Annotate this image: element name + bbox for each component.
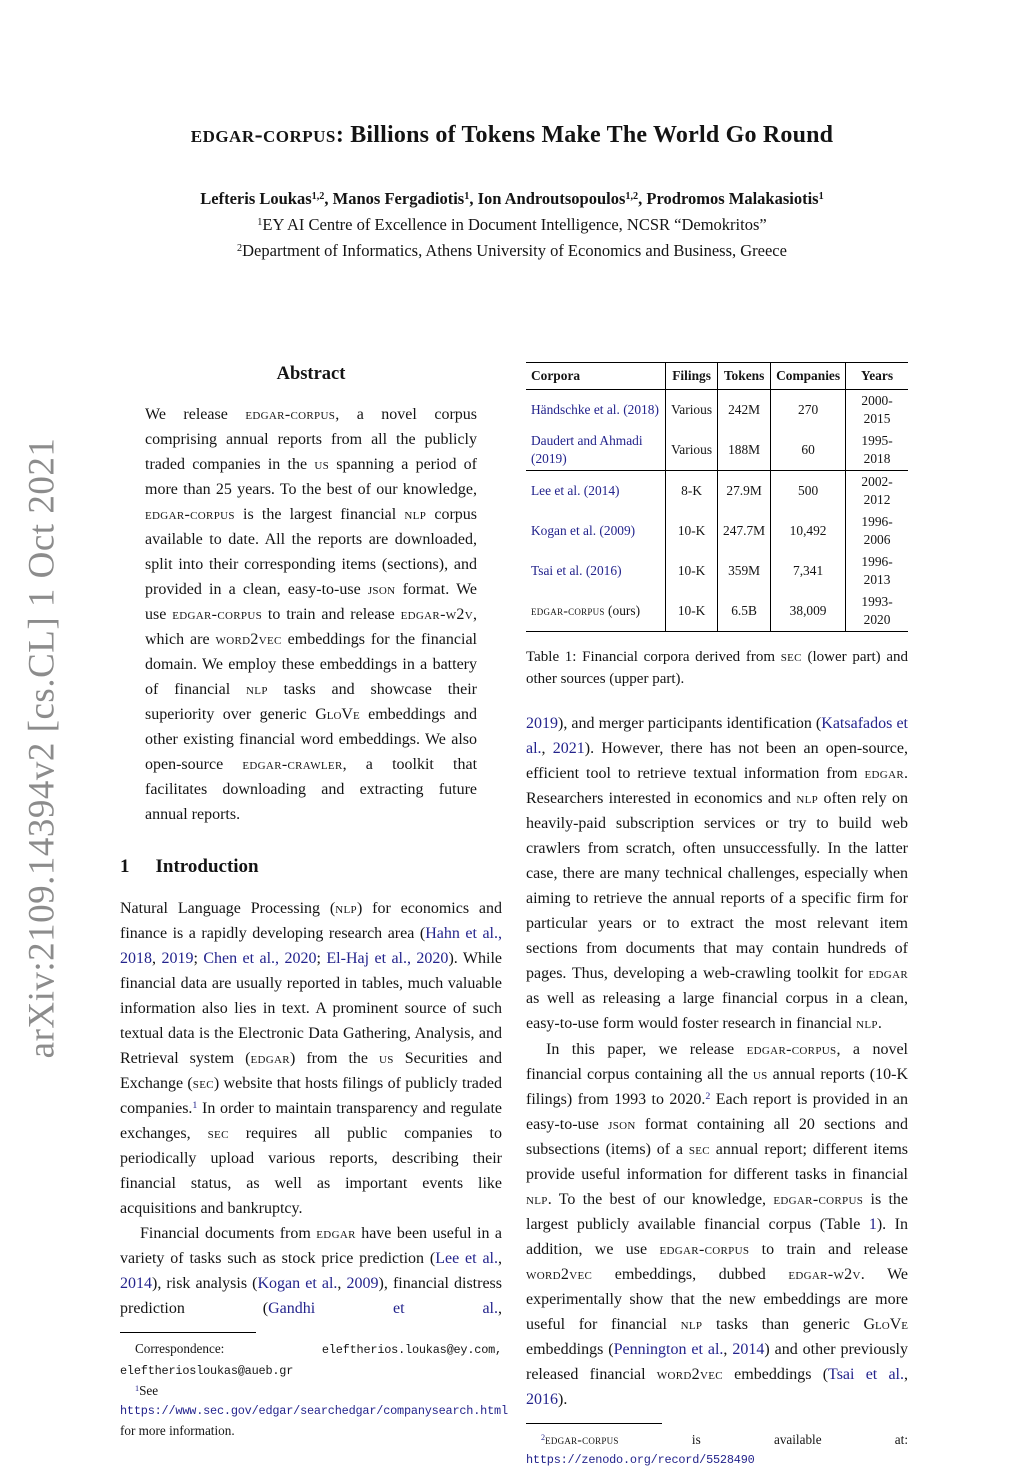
text-run: nlp [796,790,819,807]
text-run: Securities and Exchange ( [120,1050,502,1092]
text-run: format. We use [145,581,478,623]
text-run: , [723,1341,733,1358]
text-run: Natural Language Processing ( [120,900,336,917]
text-run: : Billions of Tokens Make The World Go Round [335,122,834,148]
table-cell: 188M [718,430,771,471]
intro-paragraph-1 [120,896,502,1221]
text-run: corpus available to date. All the reports are downloaded, split into their corresponding items (sections), and provided in a clean, easy-to-use [145,506,478,598]
text-run: sec [780,649,802,665]
text-run: ) website that hosts filings of publicly traded companies. [120,1075,502,1117]
text-run: nlp [404,506,427,523]
citation-link[interactable]: 1 [868,1216,877,1233]
text-run: , [904,1366,908,1383]
text-run: to train and release [749,1241,908,1258]
text-run: ). While financial data are usually reported in tables, much valuable information also lies in text. A prominent source of such textual data is the Electronic Data Gathering, Analysis, and Retrieval system ( [120,950,503,1067]
text-run: , a novel corpus comprising annual reports from all the publicly traded companies in the [145,406,477,473]
text-run: edgar-corpus [773,1191,864,1208]
text-run: Lefteris Loukas [200,189,312,208]
text-run: ) from the [289,1050,380,1067]
footnote-1 [120,1381,508,1440]
text-run: Correspondence: [135,1341,322,1356]
table-cell: 7,341 [771,551,846,591]
author-line [0,189,1024,209]
citation-link[interactable]: Lee et al. [435,1250,498,1267]
citation-link[interactable]: Chen et al., 2020 [203,950,317,967]
left-column [120,358,508,1440]
text-run: edgar-w2v [788,1266,861,1283]
text-run: ). [558,1391,568,1408]
text-run: as well as releasing a large financial corpus in a clean, easy-to-use form would foster research in financial [526,990,908,1032]
text-run: nlp [335,900,357,917]
text-run: nlp [856,1015,878,1032]
citation-link[interactable]: Daudert and Ahmadi (2019) [531,433,643,466]
text-run: Department of Informatics, Athens University of Economics and Business, Greece [242,241,787,260]
text-run: , Manos Fergadiotis [324,189,465,208]
table-header-cell: Companies [771,363,846,390]
table-header-cell: Filings [666,363,718,390]
table-cell: 10-K [666,511,718,551]
footnote-marker[interactable]: 2 [705,1091,711,1103]
text-run: 1,2 [625,190,639,202]
right-footnotes [526,1430,908,1470]
table-row [526,430,908,471]
table-cell: 270 [771,390,846,431]
table-cell: Various [666,390,718,431]
text-run: , [498,1250,502,1267]
text-run: GloVe [315,706,360,723]
text-run: embeddings and other existing financial word embeddings. We also open-source [145,706,478,773]
text-run: . We experimentally show that the new embeddings are more useful for financial [526,1266,908,1333]
citation-link[interactable]: Händschke et al. (2018) [531,402,659,417]
table-cell: 2000-2015 [846,390,908,431]
text-run: ), and merger participants identification ( [558,715,822,732]
table-1-head [526,363,908,390]
text-run: , a novel financial corpus containing all the [526,1041,908,1083]
text-run: edgar-crawler [242,756,343,773]
table-cell: 6.5B [718,591,771,632]
text-run: sec [688,1141,710,1158]
citation-link[interactable]: 2009 [346,1275,379,1292]
text-run: ). However, there has not been an open-source, efficient tool to retrieve textual information from [526,740,908,782]
text-run: ) and other previously released financial [526,1341,908,1383]
text-run: . Researchers interested in economics and [526,765,908,807]
text-run: embeddings for the financial domain. We employ these embeddings in a battery of financial [145,631,477,698]
table-row [526,551,908,591]
text-run: edgar-corpus [190,122,336,148]
table-cell: Various [666,430,718,471]
affiliation-1 [0,212,1024,238]
table-row [526,471,908,512]
text-run: 1 [257,216,263,228]
citation-link[interactable]: 2019 [526,715,558,732]
table-cell: 1996-2006 [846,511,908,551]
text-run: often rely on heavily-paid subscription services or try to build web crawlers from scratch, often unsuccessfully. In the latter case, there are many technical challenges, especially when aiming to retrieve the annual reports of a specific firm for particular years or to extract the most relevant item sections from documents that may contain hundreds of pages. Thus, developing a web-crawling toolkit for [526,790,909,982]
citation-link[interactable]: Tsai et al. (2016) [531,563,622,578]
table-cell: 10-K [666,551,718,591]
citation-link[interactable]: Katsafados et al. [526,715,909,757]
text-run: , a toolkit that facilitates downloading and extracting future annual reports. [145,756,478,823]
text-run: requires all public companies to periodically upload various reports, describing their financial status, as well as important events like acquisitions and bankruptcy. [120,1125,502,1217]
footnote-marker[interactable]: 2 [541,1432,546,1442]
text-run: See [139,1383,159,1398]
text-run: 1,2 [311,190,325,202]
text-run: edgar-w2v [400,606,474,623]
section-title: Introduction [155,856,259,877]
text-run: spanning a period of more than 25 years. To the best of our knowledge, [145,456,478,498]
text-run: , [337,1275,347,1292]
text-run: json [367,581,396,598]
text-run: annual report; different items provide useful information for different tasks in financial [526,1141,908,1183]
table-header-cell: Tokens [718,363,771,390]
table-cell: 8-K [666,471,718,512]
text-run: , which are [145,606,478,648]
text-run: nlp [526,1191,548,1208]
text-run: edgar-corpus [746,1041,837,1058]
citation-link[interactable]: 2014 [120,1275,152,1292]
table-cell: 38,009 [771,591,846,632]
text-run: to train and release [262,606,401,623]
text-run: ). In addition, we use [526,1216,909,1258]
citation-link[interactable]: Kogan et al. [257,1275,338,1292]
text-run: , [152,950,162,967]
text-run: edgar [316,1225,356,1242]
table-header-cell: Years [846,363,908,390]
text-run: edgar-corpus [145,506,235,523]
table-cell: 10-K [666,591,718,632]
text-run: ; [193,950,204,967]
citation-link[interactable]: 2016 [526,1391,558,1408]
table-cell: 27.9M [718,471,771,512]
text-run: 2 [237,242,243,254]
text-run: (ours) [604,603,641,618]
text-run: word2vec [656,1366,723,1383]
arxiv-watermark: arXiv:2109.14394v2 [cs.CL] 1 Oct 2021 [21,437,63,1059]
text-run: sec [192,1075,214,1092]
text-run: . To the best of our knowledge, [547,1191,774,1208]
affiliations [0,212,1024,264]
text-run: is the largest financial [234,506,405,523]
text-run: nlp [680,1316,703,1333]
text-run: edgar [868,965,908,982]
text-run: for more information. [120,1423,235,1438]
paper-title [0,122,1024,149]
text-run: embeddings, dubbed [592,1266,789,1283]
text-run: is the largest publicly available financial corpus (Table [526,1191,909,1233]
abstract-heading: Abstract [276,364,346,384]
url-link[interactable]: https://zenodo.org/record/5528490 [526,1453,755,1467]
text-run: ), risk analysis ( [152,1275,258,1292]
text-run: edgar-corpus [659,1241,750,1258]
text-run: is available at: [618,1432,908,1447]
body-paragraph-2 [526,1037,908,1412]
text-run: edgar [250,1050,290,1067]
citation-link[interactable]: Kogan et al. (2009) [531,523,636,538]
text-run: have been useful in a variety of tasks such as stock price prediction ( [120,1225,502,1267]
citation-link[interactable]: Lee et al. (2014) [531,483,620,498]
text-run: , Ion Androutsopoulos [469,189,626,208]
table-cell: 500 [771,471,846,512]
table-1-caption [526,647,908,690]
text-run: word2vec [215,631,282,648]
text-run: embeddings ( [722,1366,829,1383]
text-run: ), financial distress prediction ( [120,1275,502,1317]
citation-link[interactable]: Hahn et al., 2018 [120,925,503,967]
left-footnotes [120,1339,508,1440]
text-run: embeddings ( [526,1341,614,1358]
table-cell: 247.7M [718,511,771,551]
text-run: nlp [246,681,268,698]
section-heading-introduction [120,854,502,879]
table-row [526,511,908,551]
text-run: us [379,1050,394,1067]
table-cell: 1996-2013 [846,551,908,591]
text-run: us [752,1066,768,1083]
text-run: edgar [864,765,904,782]
text-run: edgar-corpus [245,406,336,423]
text-run: Financial documents from [140,1225,317,1242]
text-run: annual reports (10-K filings) from 1993 to 2020. [526,1066,908,1108]
paper-header [0,0,1024,264]
table-header-cell: Corpora [531,368,581,383]
text-run: , [541,740,553,757]
table-cell: 10,492 [771,511,846,551]
citation-link[interactable]: 2014 [732,1341,765,1358]
footnote-2 [526,1430,908,1470]
url-link[interactable]: https://www.sec.gov/edgar/searchedgar/companysearch.html [120,1404,508,1418]
correspondence-note [120,1339,502,1381]
table-row [526,591,908,632]
text-run: Table 1: Financial corpora derived from [526,649,781,665]
text-run: (lower part) and other sources (upper part). [526,649,908,687]
text-run: edgar-corpus [172,606,263,623]
table-cell: 1995-2018 [846,430,908,471]
text-run: , Prodromos Malakasiotis [638,189,819,208]
citation-link[interactable]: El-Haj et al., 2020 [326,950,449,967]
right-column [526,358,908,1470]
citation-link[interactable]: Tsai et al. [828,1366,904,1383]
text-run: Each report is provided in an easy-to-use [526,1091,909,1133]
text-run: format containing all 20 sections and subsections (items) of a [526,1116,909,1158]
table-header-row [526,363,908,390]
text-run: , [498,1300,502,1317]
text-run: tasks and showcase their superiority over generic [145,681,478,723]
footnote-marker[interactable]: 1 [135,1383,140,1393]
text-run: word2vec [526,1266,593,1283]
citation-link[interactable]: Gandhi et al. [268,1300,498,1317]
intro-paragraph-2 [120,1221,502,1321]
text-run: ; [316,950,327,967]
citation-link[interactable]: 2019 [161,950,194,967]
text-run: 1 [464,190,470,202]
footnote-rule [526,1423,662,1424]
text-run: tasks than generic [702,1316,864,1333]
table-row [526,390,908,431]
table-cell: 242M [718,390,771,431]
citation-link[interactable]: 2021 [552,740,585,757]
email-text: eleftherios.loukas@ey.com, eleftheriosloukas@aueb.gr [120,1343,502,1378]
table-1 [526,362,908,632]
text-run: edgar-corpus [545,1432,619,1447]
text-run: sec [207,1125,229,1142]
footnote-rule [120,1332,256,1333]
text-run: EY AI Centre of Excellence in Document Intelligence, NCSR “Demokritos” [262,215,767,234]
footnote-marker[interactable]: 1 [192,1100,198,1112]
text-run: GloVe [863,1316,908,1333]
text-run: us [314,456,330,473]
table-cell [526,591,666,632]
text-run: In this paper, we release [546,1041,747,1058]
table-cell: 1993-2020 [846,591,908,632]
text-run: json [608,1116,636,1133]
table-cell: 60 [771,430,846,471]
table-cell: 2002-2012 [846,471,908,512]
citation-link[interactable]: Pennington et al. [613,1341,724,1358]
text-run: We release [145,406,246,423]
text-run: In order to maintain transparency and regulate exchanges, [120,1100,502,1142]
text-run: ) for economics and finance is a rapidly developing research area ( [120,900,502,942]
abstract-text [120,402,502,827]
affiliation-2 [0,238,1024,264]
table-1-body [526,390,908,632]
text-run: edgar-corpus [531,603,605,618]
body-paragraph-continuation [526,711,908,1036]
section-number: 1 [120,856,130,877]
text-run: . [877,1015,882,1032]
text-run: 1 [818,190,824,202]
table-cell: 359M [718,551,771,591]
